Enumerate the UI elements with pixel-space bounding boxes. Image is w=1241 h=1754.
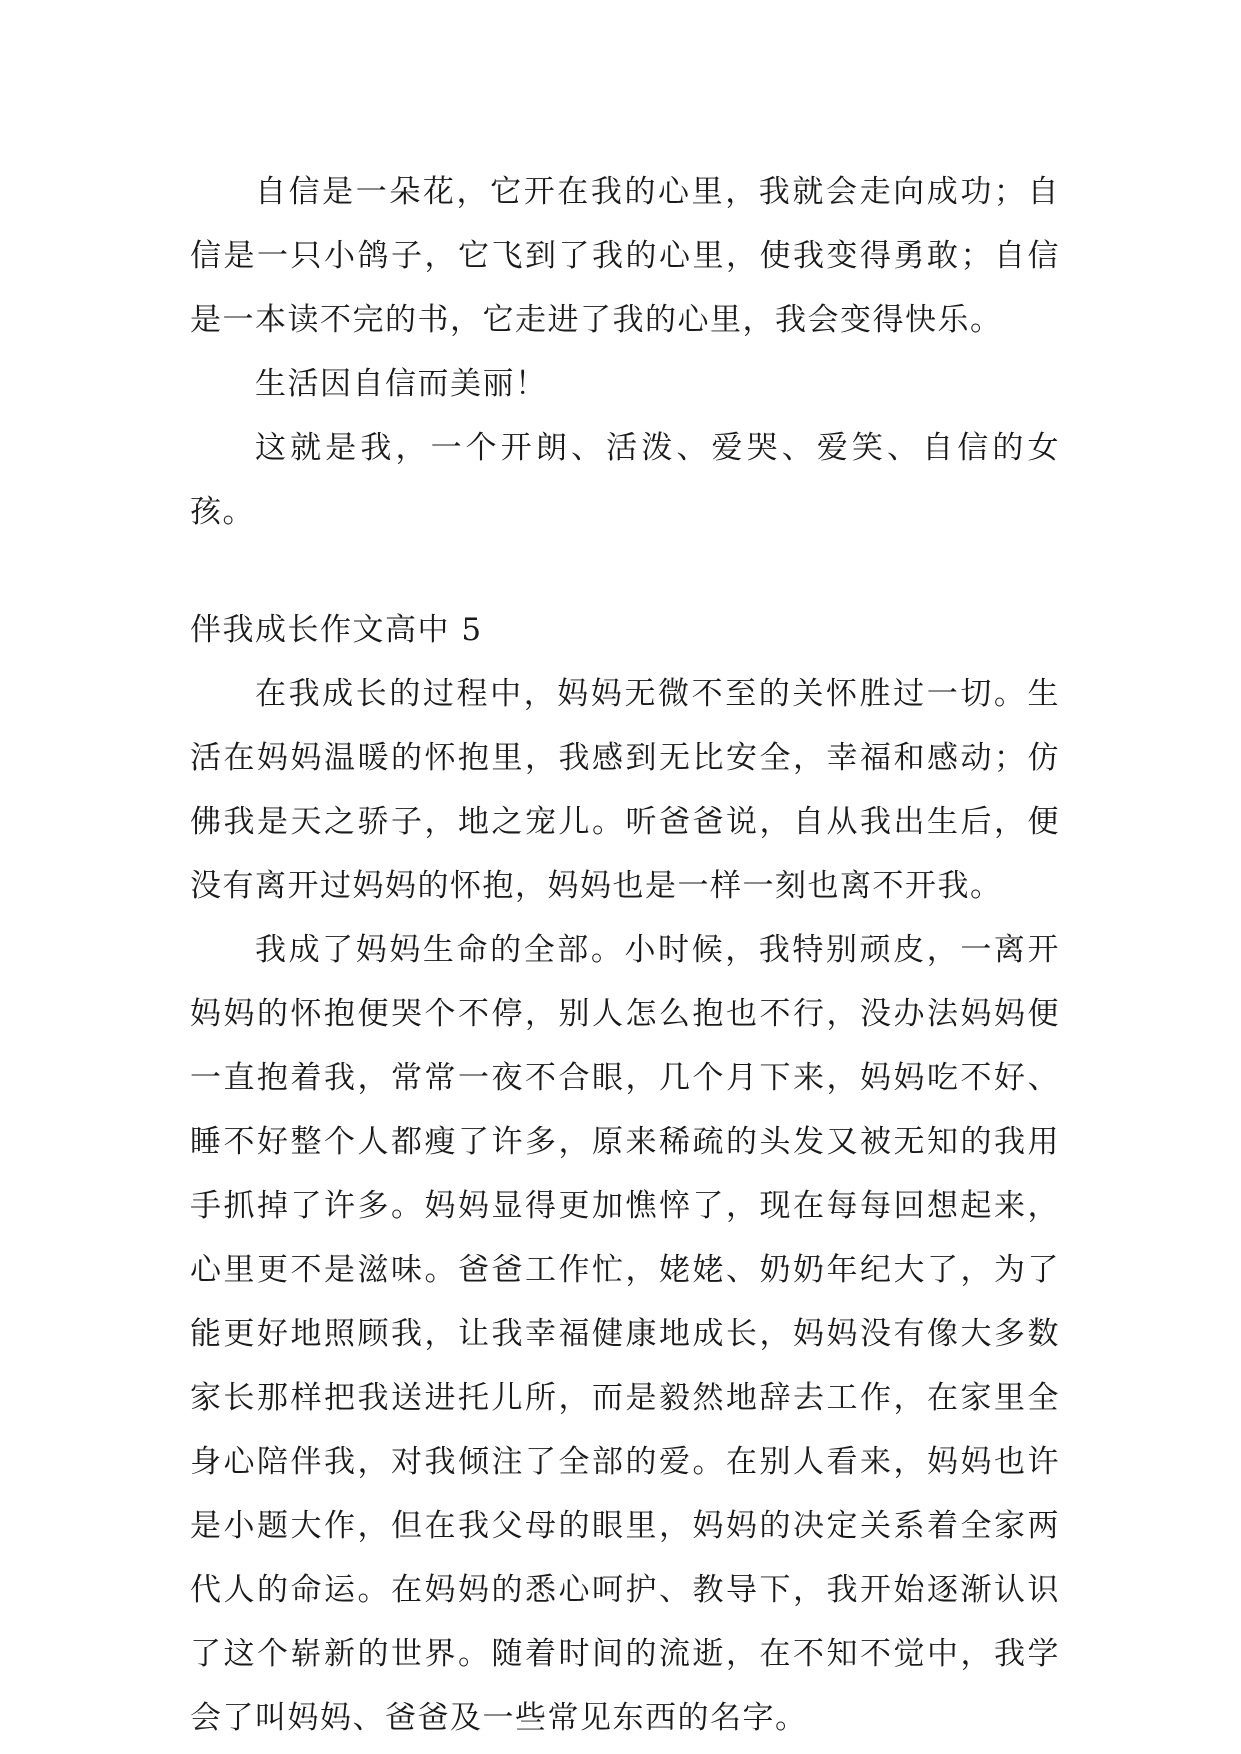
paragraph-life-beautiful: 生活因自信而美丽！ xyxy=(255,366,548,402)
paragraph-this-is-me: 这就是我，一个开朗、活泼、爱哭、爱笑、自信的女孩。 xyxy=(190,430,1060,530)
document-body xyxy=(190,160,1060,1750)
paragraph-mother-whole-life: 我成了妈妈生命的全部。小时候，我特别顽皮，一离开妈妈的怀抱便哭个不停，别人怎么抱也不行，没办法妈妈便一直抱着我，常常一夜不合眼，几个月下来，妈妈吃不好、睡不好整个人都瘦了许多，原来稀疏的头发又被无知的我用手抓掉了许多。妈妈显得更加憔悴了，现在每每回想起来，心里更不是滋味。爸爸工作忙，姥姥、奶奶年纪大了，为了能更好地照顾我，让我幸福健康地成长，妈妈没有像大多数家长那样把我送进托儿所，而是毅然地辞去工作，在家里全身心陪伴我，对我倾注了全部的爱。在别人看来，妈妈也许是小题大作，但在我父母的眼里，妈妈的决定关系着全家两代人的命运。在妈妈的悉心呵护、教导下，我开始逐渐认识了这个崭新的世界。随着时间的流逝，在不知不觉中，我学会了叫妈妈、爸爸及一些常见东西的名字。 xyxy=(190,932,1060,1736)
paragraph-confidence-flower: 自信是一朵花，它开在我的心里，我就会走向成功；自信是一只小鸽子，它飞到了我的心里，使我变得勇敢；自信是一本读不完的书，它走进了我的心里，我会变得快乐。 xyxy=(190,174,1060,338)
paragraph-mother-care: 在我成长的过程中，妈妈无微不至的关怀胜过一切。生活在妈妈温暖的怀抱里，我感到无比安全，幸福和感动；仿佛我是天之骄子，地之宠儿。听爸爸说，自从我出生后，便没有离开过妈妈的怀抱，妈妈也是一样一刻也离不开我。 xyxy=(190,676,1060,904)
section-heading: 伴我成长作文高中 5 xyxy=(190,612,483,648)
